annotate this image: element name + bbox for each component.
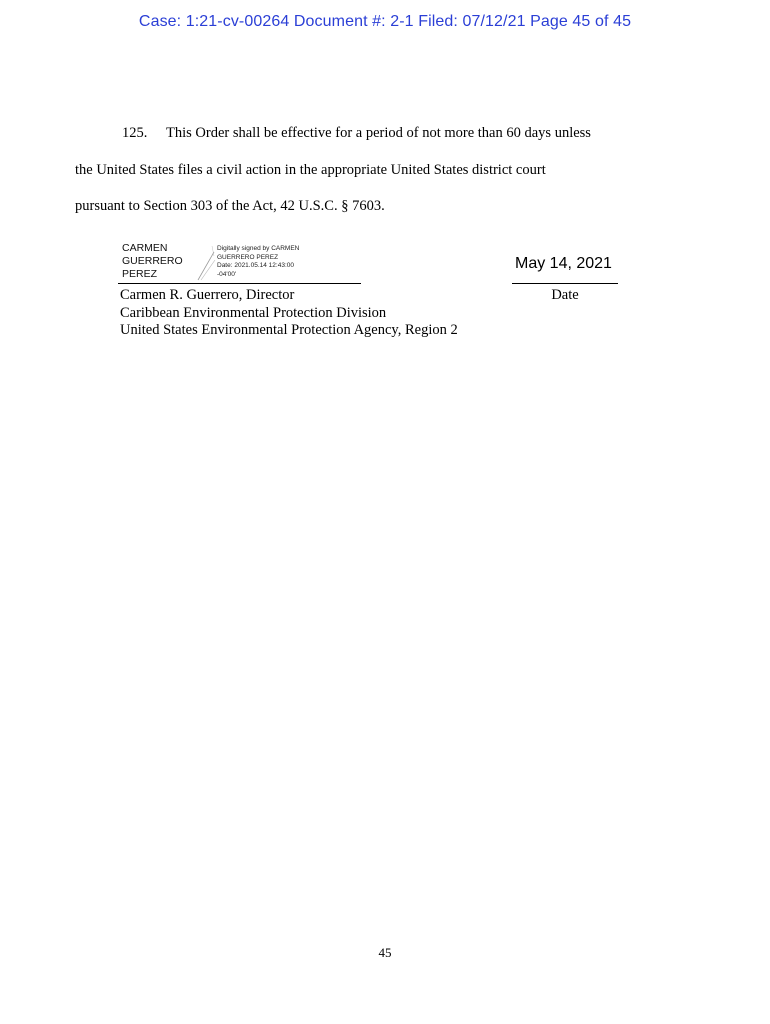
signature-detail-line: GUERRERO PEREZ: [217, 253, 279, 261]
signature-name-line: CARMEN: [122, 242, 168, 254]
signature-date: May 14, 2021: [515, 255, 612, 272]
signature-mark-icon: [196, 246, 216, 282]
digital-signature-details: [217, 245, 299, 279]
signature-detail-line: Date: 2021.05.14 12:43:00: [217, 262, 294, 269]
paragraph-number: 125.: [122, 125, 148, 141]
signature-detail-line: -04'00': [217, 270, 237, 278]
court-filing-stamp: Case: 1:21-cv-00264 Document #: 2-1 Filed: 07/12/21 Page 45 of 45: [138, 13, 632, 30]
digital-signature-name: [122, 242, 183, 281]
signature-name-line: PEREZ: [122, 268, 158, 280]
date-line: [512, 283, 618, 284]
paragraph-line-1: This Order shall be effective for a period of not more than 60 days unless: [166, 125, 591, 141]
paragraph-line-3: pursuant to Section 303 of the Act, 42 U.S.C. § 7603.: [75, 198, 385, 214]
signature-detail-line: Digitally signed by CARMEN: [217, 245, 300, 252]
date-label: Date: [551, 287, 579, 303]
page-number: 45: [378, 945, 392, 960]
signer-agency: United States Environmental Protection Agency, Region 2: [120, 322, 458, 338]
paragraph-line-2: the United States files a civil action in the appropriate United States district court: [75, 162, 546, 178]
signer-name: Carmen R. Guerrero, Director: [120, 287, 295, 303]
signature-line: [118, 283, 361, 284]
signer-division: Caribbean Environmental Protection Division: [120, 304, 387, 321]
signature-name-line: GUERRERO: [122, 255, 183, 267]
signer-block: [120, 287, 458, 340]
